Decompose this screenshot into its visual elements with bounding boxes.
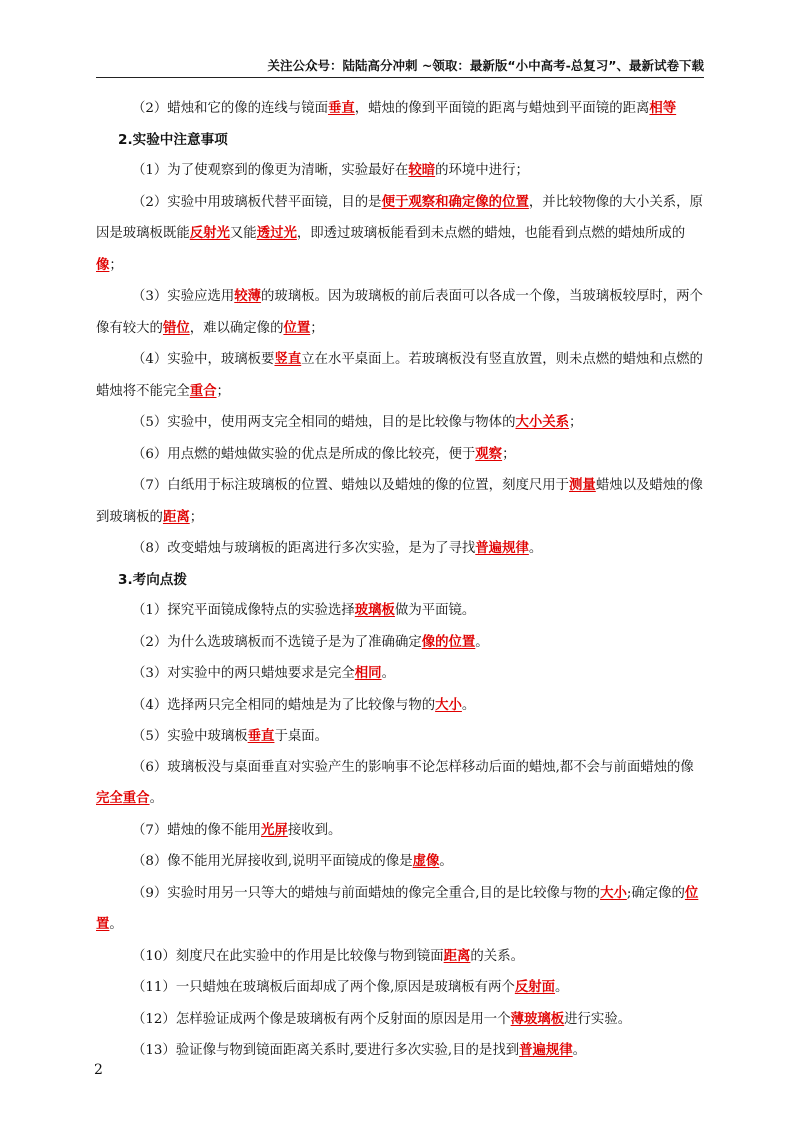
paragraph-text: （12）怎样验证成两个像是玻璃板有两个反射面的原因是用一个 xyxy=(132,1011,511,1027)
answer-highlight: 相同 xyxy=(354,665,382,681)
paragraph xyxy=(96,815,704,847)
paragraph-text: （3）实验应选用 xyxy=(132,289,235,304)
answer-highlight: 大小 xyxy=(435,696,462,713)
paragraph-text: （1）探究平面镜成像特点的实验选择 xyxy=(132,603,355,618)
paragraph-text: （10）刻度尺在此实验中的作用是比较像与物到镜面 xyxy=(132,948,444,964)
answer-highlight: 像的位置 xyxy=(421,633,476,650)
answer-highlight: 反射光 xyxy=(189,225,230,241)
paragraph-text: 。 xyxy=(149,791,163,806)
answer-highlight: 大小关系 xyxy=(515,414,570,430)
answer-highlight: 测量 xyxy=(569,477,596,493)
paragraph xyxy=(96,344,704,407)
answer-highlight: 虚像 xyxy=(412,853,440,869)
paragraph-text: （8）改变蜡烛与玻璃板的距离进行多次实验，是为了寻找 xyxy=(132,541,476,556)
paragraph-text: ； xyxy=(569,415,583,430)
paragraph-text: 。 xyxy=(572,1043,587,1058)
paragraph xyxy=(96,1004,704,1036)
section-heading xyxy=(96,125,704,156)
answer-highlight: 垂直 xyxy=(247,728,275,744)
paragraph-text: 。 xyxy=(555,980,569,995)
answer-highlight: 玻璃板 xyxy=(354,602,395,618)
answer-highlight: 大小 xyxy=(600,884,627,901)
paragraph-text: ； xyxy=(109,257,123,273)
paragraph-text: 做为平面镜。 xyxy=(394,603,476,618)
paragraph xyxy=(96,187,704,282)
paragraph-text: （4）实验中，玻璃板要 xyxy=(132,352,275,367)
paragraph-text: 2.实验中注意事项 xyxy=(118,131,228,148)
paragraph-text: 蜡烛以及蜡烛的像到玻璃板的 xyxy=(96,478,703,525)
paragraph-text: 。 xyxy=(381,666,395,681)
answer-highlight: 相等 xyxy=(649,100,677,116)
paragraph-text: ； xyxy=(310,320,324,336)
paragraph xyxy=(96,878,704,941)
paragraph-text: 又能 xyxy=(229,226,257,241)
paragraph-text: ，难以确定像的 xyxy=(189,320,284,336)
paragraph-text: （4）选择两只完全相同的蜡烛是为了比较像与物的 xyxy=(132,697,436,713)
paragraph xyxy=(96,846,704,878)
paragraph-text: （2）为什么选玻璃板而不选镜子是为了准确确定 xyxy=(132,634,422,650)
paragraph-text: 3.考向点拨 xyxy=(118,571,187,588)
paragraph xyxy=(96,470,704,533)
page-header: 关注公众号：陆陆高分冲刺 ~领取：最新版“小中高考-总复习”、最新试卷下载 xyxy=(267,58,704,73)
paragraph-text: 进行实验。 xyxy=(564,1011,632,1027)
answer-highlight: 反射面 xyxy=(514,979,556,995)
answer-highlight: 重合 xyxy=(189,382,217,399)
answer-highlight: 距离 xyxy=(162,508,190,525)
paragraph xyxy=(96,595,704,627)
paragraph-text: 。 xyxy=(109,917,123,932)
paragraph xyxy=(96,533,704,565)
answer-highlight: 垂直 xyxy=(328,100,355,116)
paragraph-text: （7）蜡烛的像不能用 xyxy=(132,822,262,838)
answer-highlight: 普遍规律 xyxy=(475,540,529,556)
page-number: 2 xyxy=(94,1062,103,1078)
answer-highlight: 竖直 xyxy=(274,351,302,367)
paragraph-text: 的关系。 xyxy=(470,948,524,964)
paragraph-text: （1）为了使观察到的像更为清晰，实验最好在 xyxy=(132,163,409,178)
paragraph xyxy=(96,439,704,471)
paragraph xyxy=(96,93,704,125)
paragraph-text: ，即透过玻璃板能看到未点燃的蜡烛，也能看到点燃的蜡烛所成的 xyxy=(296,226,686,241)
paragraph xyxy=(96,627,704,659)
paragraph-text: 。 xyxy=(461,697,476,713)
paragraph-text: 。 xyxy=(439,854,453,869)
paragraph-text: ;确定像的 xyxy=(626,885,685,901)
paragraph-text: （2）实验中用玻璃板代替平面镜，目的是 xyxy=(132,194,382,210)
paragraph-text: ； xyxy=(216,383,230,399)
paragraph-text: （7）白纸用于标注玻璃板的位置、蜡烛以及蜡烛的像的位置，刻度尺用于 xyxy=(132,478,570,493)
paragraph xyxy=(96,1035,704,1067)
paragraph-text: （6）玻璃板没与桌面垂直对实验产生的影响事不论怎样移动后面的蜡烛,都不会与前面蜡烛的像 xyxy=(132,759,694,775)
paragraph-text: （9）实验时用另一只等大的蜡烛与前面蜡烛的像完全重合,目的是比较像与物的 xyxy=(132,885,601,901)
answer-highlight: 较薄 xyxy=(234,288,262,304)
paragraph xyxy=(96,281,704,344)
answer-highlight: 距离 xyxy=(443,947,471,964)
paragraph xyxy=(96,690,704,722)
answer-highlight: 完全重合 xyxy=(96,790,150,806)
paragraph xyxy=(96,721,704,753)
answer-highlight: 观察 xyxy=(475,445,503,462)
paragraph-text: （2）蜡烛和它的像的连线与镜面 xyxy=(132,101,328,116)
paragraph-text: ； xyxy=(189,509,204,525)
paragraph-text: （13）验证像与物到镜面距离关系时,要进行多次实验,目的是找到 xyxy=(132,1043,520,1058)
paragraph xyxy=(96,972,704,1004)
section-heading xyxy=(96,565,704,596)
paragraph-text: （5）实验中玻璃板 xyxy=(132,729,248,744)
paragraph-text: 接收到。 xyxy=(287,822,342,838)
paragraph-text: ； xyxy=(502,446,516,462)
paragraph-text: ，并比较物像的大小关系，原因是玻璃板既能 xyxy=(96,194,703,241)
paragraph-text: 于桌面。 xyxy=(274,729,328,744)
paragraph xyxy=(96,155,704,187)
answer-highlight: 错位 xyxy=(162,319,190,336)
answer-highlight: 普遍规律 xyxy=(519,1042,573,1058)
paragraph-text: （11）一只蜡烛在玻璃板后面却成了两个像,原因是玻璃板有两个 xyxy=(132,980,515,995)
paragraph-text: 。 xyxy=(475,634,489,650)
answer-highlight: 光屏 xyxy=(261,821,288,838)
paragraph-text: （6）用点燃的蜡烛做实验的优点是所成的像比较亮，便于 xyxy=(132,446,476,462)
answer-highlight: 较暗 xyxy=(408,162,436,178)
answer-highlight: 像 xyxy=(96,256,110,273)
paragraph-text: 的玻璃板。因为玻璃板的前后表面可以各成一个像，当玻璃板较厚时，两个像有较大的 xyxy=(96,289,703,336)
answer-highlight: 透过光 xyxy=(256,225,297,241)
answer-highlight: 便于观察和确定像的位置 xyxy=(381,193,529,210)
paragraph-text: 立在水平桌面上。若玻璃板没有竖直放置，则未点燃的蜡烛和点燃的蜡烛将不能完全 xyxy=(96,352,703,399)
paragraph xyxy=(96,753,704,815)
document-body xyxy=(96,93,704,1067)
paragraph-text: （5）实验中，使用两支完全相同的蜡烛，目的是比较像与物体的 xyxy=(132,415,516,430)
paragraph-text: 的环境中进行； xyxy=(435,163,529,178)
paragraph-text: （8）像不能用光屏接收到,说明平面镜成的像是 xyxy=(132,854,413,869)
header-divider xyxy=(96,77,704,78)
answer-highlight: 位置 xyxy=(96,884,699,932)
answer-highlight: 薄玻璃板 xyxy=(510,1010,565,1027)
paragraph-text: ，蜡烛的像到平面镜的距离与蜡烛到平面镜的距离 xyxy=(354,101,650,116)
answer-highlight: 位置 xyxy=(283,319,311,336)
paragraph xyxy=(96,658,704,690)
paragraph-text: （3）对实验中的两只蜡烛要求是完全 xyxy=(132,666,355,681)
paragraph xyxy=(96,407,704,439)
paragraph-text: 。 xyxy=(528,541,543,556)
paragraph xyxy=(96,941,704,973)
